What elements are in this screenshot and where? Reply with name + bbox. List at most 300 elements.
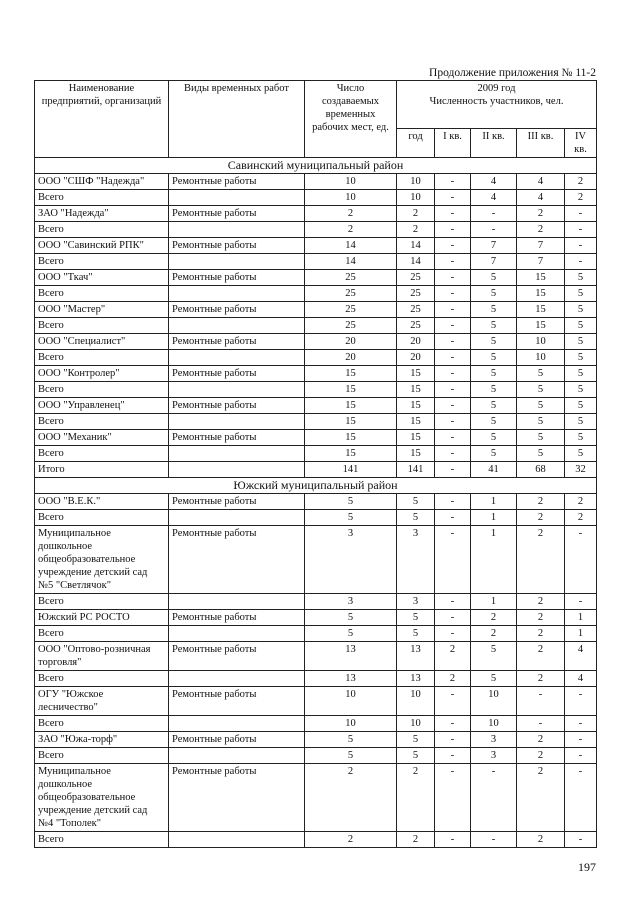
cell-q1: - <box>435 832 471 848</box>
cell-q3: 5 <box>517 446 565 462</box>
cell-places: 2 <box>305 832 397 848</box>
cell-work <box>169 594 305 610</box>
cell-work <box>169 626 305 642</box>
cell-q4: - <box>565 222 597 238</box>
cell-q1: - <box>435 398 471 414</box>
cell-q1: - <box>435 594 471 610</box>
header-q3: III кв. <box>517 129 565 158</box>
table-row <box>35 254 597 270</box>
cell-year: 5 <box>397 626 435 642</box>
cell-work <box>169 446 305 462</box>
cell-year: 3 <box>397 526 435 594</box>
cell-work: Ремонтные работы <box>169 366 305 382</box>
cell-q1: - <box>435 687 471 716</box>
header-year: 2009 год <box>477 83 516 94</box>
cell-q2: 5 <box>471 286 517 302</box>
cell-work <box>169 414 305 430</box>
cell-q1: - <box>435 430 471 446</box>
table-row <box>35 270 597 286</box>
cell-places: 10 <box>305 716 397 732</box>
cell-q1: - <box>435 302 471 318</box>
cell-q2: 5 <box>471 398 517 414</box>
table-row <box>35 334 597 350</box>
cell-org: ОГУ "Южское лесничество" <box>35 687 169 716</box>
table-row <box>35 642 597 671</box>
cell-q4: - <box>565 748 597 764</box>
cell-org: Всего <box>35 414 169 430</box>
table-row <box>35 494 597 510</box>
cell-q3: 7 <box>517 254 565 270</box>
cell-work <box>169 254 305 270</box>
cell-q4: - <box>565 238 597 254</box>
cell-q2: 5 <box>471 302 517 318</box>
cell-work: Ремонтные работы <box>169 398 305 414</box>
cell-year: 5 <box>397 748 435 764</box>
cell-q4: 2 <box>565 174 597 190</box>
cell-org: ЗАО "Южа-торф" <box>35 732 169 748</box>
section-header-row <box>35 478 597 494</box>
cell-org: Южский РС РОСТО <box>35 610 169 626</box>
cell-work: Ремонтные работы <box>169 206 305 222</box>
cell-q1: - <box>435 526 471 594</box>
cell-places: 25 <box>305 302 397 318</box>
section-title: Савинский муниципальный район <box>35 158 597 174</box>
table-body <box>35 158 597 848</box>
cell-q3: 5 <box>517 398 565 414</box>
cell-work: Ремонтные работы <box>169 174 305 190</box>
table-row <box>35 190 597 206</box>
cell-work <box>169 286 305 302</box>
cell-q2: 1 <box>471 510 517 526</box>
cell-q4: 5 <box>565 318 597 334</box>
cell-places: 5 <box>305 494 397 510</box>
cell-q3: 2 <box>517 764 565 832</box>
cell-q1: - <box>435 732 471 748</box>
cell-q2: 1 <box>471 526 517 594</box>
temporary-jobs-table <box>34 80 597 848</box>
cell-places: 25 <box>305 318 397 334</box>
cell-q2: 5 <box>471 446 517 462</box>
cell-q4: 5 <box>565 414 597 430</box>
cell-places: 25 <box>305 270 397 286</box>
cell-q4: 5 <box>565 382 597 398</box>
cell-places: 2 <box>305 206 397 222</box>
header-org: Наименование предприятий, организаций <box>35 81 169 158</box>
cell-q2: 2 <box>471 610 517 626</box>
cell-q3: 2 <box>517 510 565 526</box>
table-row <box>35 510 597 526</box>
cell-q1: 2 <box>435 642 471 671</box>
cell-q4: 4 <box>565 642 597 671</box>
cell-places: 2 <box>305 764 397 832</box>
cell-q1: - <box>435 350 471 366</box>
cell-q4: - <box>565 594 597 610</box>
cell-q3: 2 <box>517 626 565 642</box>
cell-work <box>169 832 305 848</box>
cell-org: Всего <box>35 626 169 642</box>
cell-q2: 5 <box>471 671 517 687</box>
cell-work: Ремонтные работы <box>169 302 305 318</box>
table-row <box>35 732 597 748</box>
cell-q3: 2 <box>517 222 565 238</box>
cell-year: 14 <box>397 254 435 270</box>
cell-places: 10 <box>305 687 397 716</box>
cell-year: 15 <box>397 398 435 414</box>
cell-year: 5 <box>397 510 435 526</box>
cell-places: 15 <box>305 430 397 446</box>
cell-q1: - <box>435 206 471 222</box>
cell-org: ООО "Савинский РПК" <box>35 238 169 254</box>
cell-q4: 2 <box>565 510 597 526</box>
cell-q4: - <box>565 732 597 748</box>
cell-work: Ремонтные работы <box>169 642 305 671</box>
table-row <box>35 414 597 430</box>
cell-work <box>169 748 305 764</box>
cell-q1: - <box>435 610 471 626</box>
cell-q2: 10 <box>471 716 517 732</box>
cell-q4: 5 <box>565 286 597 302</box>
cell-q2: 5 <box>471 350 517 366</box>
cell-year: 2 <box>397 764 435 832</box>
cell-q2: 5 <box>471 270 517 286</box>
cell-q4: 5 <box>565 446 597 462</box>
cell-year: 10 <box>397 687 435 716</box>
cell-q4: 5 <box>565 270 597 286</box>
cell-q3: - <box>517 687 565 716</box>
table-row <box>35 366 597 382</box>
cell-work <box>169 382 305 398</box>
cell-q3: 4 <box>517 190 565 206</box>
cell-q1: - <box>435 174 471 190</box>
cell-q2: 5 <box>471 414 517 430</box>
cell-q1: - <box>435 510 471 526</box>
cell-places: 3 <box>305 526 397 594</box>
cell-org: ООО "Ткач" <box>35 270 169 286</box>
cell-q1: - <box>435 382 471 398</box>
cell-q2: 5 <box>471 334 517 350</box>
cell-work: Ремонтные работы <box>169 430 305 446</box>
cell-org: Всего <box>35 350 169 366</box>
cell-q2: 5 <box>471 430 517 446</box>
cell-q2: - <box>471 222 517 238</box>
cell-year: 15 <box>397 414 435 430</box>
cell-q4: 4 <box>565 671 597 687</box>
cell-q3: 2 <box>517 748 565 764</box>
cell-org: ООО "Специалист" <box>35 334 169 350</box>
table-row <box>35 687 597 716</box>
table-row <box>35 286 597 302</box>
cell-q2: 7 <box>471 254 517 270</box>
cell-org: Всего <box>35 594 169 610</box>
cell-q3: 2 <box>517 494 565 510</box>
cell-q3: 2 <box>517 610 565 626</box>
appendix-caption: Продолжение приложения № 11-2 <box>429 67 596 79</box>
cell-q3: 2 <box>517 671 565 687</box>
cell-year: 2 <box>397 832 435 848</box>
cell-places: 15 <box>305 382 397 398</box>
cell-q1: - <box>435 414 471 430</box>
cell-work: Ремонтные работы <box>169 238 305 254</box>
cell-q1: 2 <box>435 671 471 687</box>
cell-q2: 7 <box>471 238 517 254</box>
cell-work: Ремонтные работы <box>169 610 305 626</box>
cell-q3: 10 <box>517 334 565 350</box>
cell-q2: 1 <box>471 594 517 610</box>
table-row <box>35 626 597 642</box>
cell-q4: 2 <box>565 190 597 206</box>
table-row <box>35 716 597 732</box>
cell-q1: - <box>435 254 471 270</box>
cell-q4: - <box>565 764 597 832</box>
cell-year: 2 <box>397 206 435 222</box>
header-year-group <box>397 81 597 129</box>
cell-q4: 1 <box>565 626 597 642</box>
cell-year: 2 <box>397 222 435 238</box>
cell-org: Всего <box>35 716 169 732</box>
cell-places: 5 <box>305 748 397 764</box>
cell-q3: 2 <box>517 642 565 671</box>
cell-year: 25 <box>397 270 435 286</box>
cell-work <box>169 190 305 206</box>
cell-q4: 5 <box>565 398 597 414</box>
cell-org: ООО "СШФ "Надежда" <box>35 174 169 190</box>
cell-q3: 2 <box>517 526 565 594</box>
cell-q1: - <box>435 286 471 302</box>
cell-year: 10 <box>397 190 435 206</box>
section-title: Южский муниципальный район <box>35 478 597 494</box>
cell-year: 13 <box>397 642 435 671</box>
cell-places: 5 <box>305 510 397 526</box>
cell-year: 20 <box>397 334 435 350</box>
cell-q3: 5 <box>517 430 565 446</box>
cell-org: Итого <box>35 462 169 478</box>
cell-q3: 15 <box>517 302 565 318</box>
cell-places: 2 <box>305 222 397 238</box>
table-row <box>35 610 597 626</box>
cell-year: 25 <box>397 318 435 334</box>
cell-q1: - <box>435 366 471 382</box>
header-col-year: год <box>397 129 435 158</box>
cell-work: Ремонтные работы <box>169 764 305 832</box>
cell-q1: - <box>435 764 471 832</box>
cell-places: 15 <box>305 398 397 414</box>
cell-places: 5 <box>305 732 397 748</box>
table-row <box>35 446 597 462</box>
cell-work: Ремонтные работы <box>169 270 305 286</box>
cell-q2: 1 <box>471 494 517 510</box>
cell-places: 13 <box>305 642 397 671</box>
cell-q1: - <box>435 748 471 764</box>
cell-org: ООО "Управленец" <box>35 398 169 414</box>
cell-org: ЗАО "Надежда" <box>35 206 169 222</box>
section-header-row <box>35 158 597 174</box>
cell-org: Муниципальное дошкольное общеобразовательное учреждение детский сад №4 "Тополек" <box>35 764 169 832</box>
cell-year: 15 <box>397 382 435 398</box>
cell-q4: 5 <box>565 366 597 382</box>
cell-q3: 5 <box>517 366 565 382</box>
cell-places: 20 <box>305 350 397 366</box>
cell-org: ООО "В.Е.К." <box>35 494 169 510</box>
cell-q1: - <box>435 626 471 642</box>
cell-work: Ремонтные работы <box>169 732 305 748</box>
cell-q1: - <box>435 270 471 286</box>
cell-year: 15 <box>397 446 435 462</box>
cell-q4: 1 <box>565 610 597 626</box>
page-number: 197 <box>578 860 596 874</box>
cell-year: 10 <box>397 174 435 190</box>
cell-q4: 5 <box>565 350 597 366</box>
table-row <box>35 398 597 414</box>
cell-q3: 4 <box>517 174 565 190</box>
cell-q2: 4 <box>471 174 517 190</box>
cell-places: 10 <box>305 190 397 206</box>
cell-org: Муниципальное дошкольное общеобразовательное учреждение детский сад №5 "Светлячок" <box>35 526 169 594</box>
cell-places: 15 <box>305 446 397 462</box>
table-row <box>35 174 597 190</box>
cell-q4: 32 <box>565 462 597 478</box>
cell-places: 15 <box>305 366 397 382</box>
cell-year: 25 <box>397 286 435 302</box>
cell-org: Всего <box>35 318 169 334</box>
cell-work <box>169 350 305 366</box>
cell-places: 10 <box>305 174 397 190</box>
cell-org: Всего <box>35 832 169 848</box>
cell-org: Всего <box>35 190 169 206</box>
header-participants: Численность участников, чел. <box>429 96 564 107</box>
cell-org: ООО "Оптово-розничная торговля" <box>35 642 169 671</box>
table-row <box>35 318 597 334</box>
cell-year: 10 <box>397 716 435 732</box>
table-row <box>35 382 597 398</box>
cell-q1: - <box>435 494 471 510</box>
cell-q2: - <box>471 832 517 848</box>
cell-org: Всего <box>35 286 169 302</box>
table-row <box>35 238 597 254</box>
cell-places: 5 <box>305 610 397 626</box>
cell-q4: - <box>565 716 597 732</box>
cell-work <box>169 318 305 334</box>
cell-q3: 2 <box>517 832 565 848</box>
cell-year: 20 <box>397 350 435 366</box>
table-row <box>35 748 597 764</box>
cell-q1: - <box>435 222 471 238</box>
cell-q1: - <box>435 334 471 350</box>
cell-q4: - <box>565 254 597 270</box>
cell-year: 25 <box>397 302 435 318</box>
cell-q2: 5 <box>471 366 517 382</box>
cell-places: 5 <box>305 626 397 642</box>
table-row <box>35 350 597 366</box>
cell-q2: 2 <box>471 626 517 642</box>
cell-q3: 68 <box>517 462 565 478</box>
header-places: Число создаваемых временных рабочих мест, ед. <box>305 81 397 158</box>
cell-year: 5 <box>397 732 435 748</box>
table-row <box>35 222 597 238</box>
cell-q3: 7 <box>517 238 565 254</box>
cell-q4: - <box>565 526 597 594</box>
cell-q1: - <box>435 716 471 732</box>
cell-work <box>169 222 305 238</box>
cell-q1: - <box>435 446 471 462</box>
cell-org: Всего <box>35 446 169 462</box>
cell-places: 15 <box>305 414 397 430</box>
cell-org: Всего <box>35 748 169 764</box>
cell-places: 13 <box>305 671 397 687</box>
cell-q4: - <box>565 832 597 848</box>
cell-year: 5 <box>397 610 435 626</box>
cell-q3: 5 <box>517 414 565 430</box>
cell-work <box>169 462 305 478</box>
cell-q4: - <box>565 206 597 222</box>
cell-places: 3 <box>305 594 397 610</box>
cell-org: Всего <box>35 510 169 526</box>
cell-org: Всего <box>35 222 169 238</box>
cell-q3: 2 <box>517 594 565 610</box>
cell-org: Всего <box>35 254 169 270</box>
cell-year: 3 <box>397 594 435 610</box>
table-row <box>35 594 597 610</box>
cell-org: Всего <box>35 671 169 687</box>
cell-q2: 4 <box>471 190 517 206</box>
cell-work: Ремонтные работы <box>169 687 305 716</box>
cell-q3: 2 <box>517 732 565 748</box>
cell-work <box>169 716 305 732</box>
cell-work: Ремонтные работы <box>169 494 305 510</box>
cell-q3: 15 <box>517 270 565 286</box>
table-row <box>35 764 597 832</box>
cell-q2: 5 <box>471 382 517 398</box>
cell-q3: 10 <box>517 350 565 366</box>
cell-work: Ремонтные работы <box>169 526 305 594</box>
table-row <box>35 526 597 594</box>
cell-org: ООО "Механик" <box>35 430 169 446</box>
cell-places: 141 <box>305 462 397 478</box>
table-row <box>35 832 597 848</box>
header-q2: II кв. <box>471 129 517 158</box>
cell-q2: - <box>471 206 517 222</box>
cell-q3: 5 <box>517 382 565 398</box>
cell-q2: 5 <box>471 642 517 671</box>
table-row <box>35 462 597 478</box>
cell-q2: 3 <box>471 732 517 748</box>
cell-q4: 2 <box>565 494 597 510</box>
cell-q1: - <box>435 190 471 206</box>
cell-work <box>169 510 305 526</box>
table-row <box>35 671 597 687</box>
cell-work: Ремонтные работы <box>169 334 305 350</box>
cell-year: 15 <box>397 366 435 382</box>
cell-q2: - <box>471 764 517 832</box>
cell-org: Всего <box>35 382 169 398</box>
cell-q2: 10 <box>471 687 517 716</box>
cell-q3: 15 <box>517 286 565 302</box>
cell-year: 15 <box>397 430 435 446</box>
header-q1: I кв. <box>435 129 471 158</box>
table-row <box>35 302 597 318</box>
cell-places: 20 <box>305 334 397 350</box>
cell-q1: - <box>435 318 471 334</box>
cell-places: 25 <box>305 286 397 302</box>
cell-q4: 5 <box>565 334 597 350</box>
cell-year: 13 <box>397 671 435 687</box>
cell-q2: 41 <box>471 462 517 478</box>
cell-q3: 2 <box>517 206 565 222</box>
cell-year: 5 <box>397 494 435 510</box>
cell-q1: - <box>435 462 471 478</box>
cell-q1: - <box>435 238 471 254</box>
cell-org: ООО "Контролер" <box>35 366 169 382</box>
cell-year: 141 <box>397 462 435 478</box>
